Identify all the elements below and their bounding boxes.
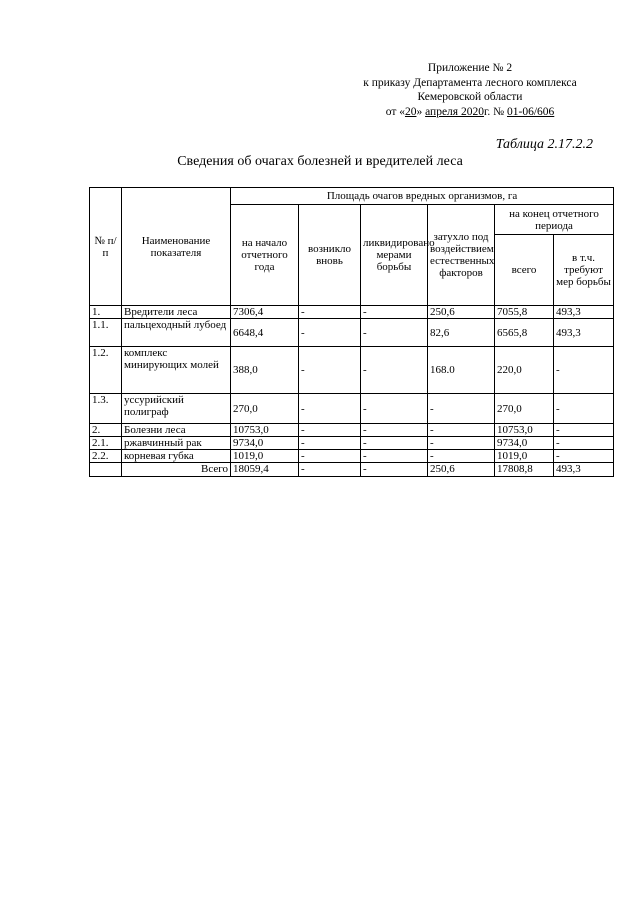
table-row: [90, 319, 614, 347]
header-new: возникло вновь: [299, 205, 361, 306]
cell-new: -: [299, 306, 361, 319]
cell-end-control: -: [554, 450, 614, 463]
table-row: [90, 347, 614, 394]
cell-name: корневая губка: [122, 450, 231, 463]
cell-liquidated: -: [361, 347, 428, 394]
cell-end-total: 7055,8: [495, 306, 554, 319]
cell-faded: -: [428, 450, 495, 463]
total-new: -: [299, 463, 361, 477]
data-table: [89, 187, 614, 477]
total-faded: 250,6: [428, 463, 495, 477]
cell-end-total: 9734,0: [495, 437, 554, 450]
cell-name: Болезни леса: [122, 424, 231, 437]
cell-faded: 82,6: [428, 319, 495, 347]
cell-liquidated: -: [361, 319, 428, 347]
cell-new: -: [299, 424, 361, 437]
cell-liquidated: -: [361, 437, 428, 450]
annex-date-mid: »: [416, 105, 426, 118]
header-end-control: в т.ч. требуют мер борьбы: [554, 235, 614, 306]
cell-new: -: [299, 437, 361, 450]
cell-end-control: -: [554, 424, 614, 437]
table-label: Таблица 2.17.2.2: [495, 137, 593, 152]
cell-liquidated: -: [361, 306, 428, 319]
annex-line-2: к приказу Департамента лесного комплекса: [363, 76, 577, 89]
cell-end-total: 220,0: [495, 347, 554, 394]
cell-faded: -: [428, 424, 495, 437]
cell-new: -: [299, 450, 361, 463]
cell-new: -: [299, 394, 361, 424]
cell-end-total: 1019,0: [495, 450, 554, 463]
table-row: [90, 394, 614, 424]
cell-start: 7306,4: [231, 306, 299, 319]
header-name: Наименование показателя: [122, 188, 231, 306]
cell-num: 1.3.: [90, 394, 122, 424]
header-row-1: [90, 188, 614, 205]
cell-end-control: -: [554, 347, 614, 394]
total-start: 18059,4: [231, 463, 299, 477]
table-row: [90, 306, 614, 319]
cell-start: 9734,0: [231, 437, 299, 450]
cell-new: -: [299, 347, 361, 394]
cell-end-control: -: [554, 437, 614, 450]
cell-end-control: 493,3: [554, 319, 614, 347]
table-row: [90, 424, 614, 437]
cell-liquidated: -: [361, 394, 428, 424]
cell-end-total: 270,0: [495, 394, 554, 424]
header-start: на начало отчетного года: [231, 205, 299, 306]
cell-start: 388,0: [231, 347, 299, 394]
annex-date-day: 20: [404, 105, 417, 118]
cell-liquidated: -: [361, 424, 428, 437]
header-liquidated: ликвидировано мерами борьбы: [361, 205, 428, 306]
cell-liquidated: -: [361, 450, 428, 463]
cell-start: 6648,4: [231, 319, 299, 347]
cell-new: -: [299, 319, 361, 347]
cell-name: Вредители леса: [122, 306, 231, 319]
cell-faded: 168.0: [428, 347, 495, 394]
total-end-control: 493,3: [554, 463, 614, 477]
cell-name: уссурийский полиграф: [122, 394, 231, 424]
cell-start: 10753,0: [231, 424, 299, 437]
annex-line-3: Кемеровской области: [417, 91, 523, 103]
total-label: Всего: [122, 463, 231, 477]
annex-block: [330, 61, 610, 119]
document-title: Сведения об очагах болезней и вредителей леса: [177, 154, 463, 169]
cell-end-control: -: [554, 394, 614, 424]
cell-start: 1019,0: [231, 450, 299, 463]
annex-line-4: [330, 105, 610, 120]
cell-name: пальцеходный лубоед: [122, 319, 231, 347]
total-end-total: 17808,8: [495, 463, 554, 477]
cell-end-total: 6565,8: [495, 319, 554, 347]
total-row: [90, 463, 614, 477]
cell-num: 1.1.: [90, 319, 122, 347]
table-row: [90, 437, 614, 450]
table-row: [90, 450, 614, 463]
cell-end-control: 493,3: [554, 306, 614, 319]
cell-faded: -: [428, 437, 495, 450]
cell-faded: -: [428, 394, 495, 424]
cell-end-total: 10753,0: [495, 424, 554, 437]
header-num: № п/п: [90, 188, 122, 306]
cell-num: 1.: [90, 306, 122, 319]
cell-faded: 250,6: [428, 306, 495, 319]
cell-num: 1.2.: [90, 347, 122, 394]
header-faded: затухло под воздействием естественных факторов: [428, 205, 495, 306]
cell-num: 2.2.: [90, 450, 122, 463]
cell-name: ржавчинный рак: [122, 437, 231, 450]
annex-order-number: 01-06/606: [507, 105, 555, 118]
annex-number-prefix: г. №: [483, 105, 507, 118]
cell-num-empty: [90, 463, 122, 477]
annex-date-month-year: апреля 2020: [425, 105, 484, 118]
header-area-group: Площадь очагов вредных организмов, га: [231, 188, 614, 205]
cell-start: 270,0: [231, 394, 299, 424]
header-end-group: на конец отчетного периода: [495, 205, 614, 235]
cell-name: комплекс минирующих молей: [122, 347, 231, 394]
header-end-total: всего: [495, 235, 554, 306]
annex-line-1: Приложение № 2: [427, 62, 513, 74]
total-liquidated: -: [361, 463, 428, 477]
annex-date-prefix: от «: [385, 105, 405, 118]
cell-num: 2.: [90, 424, 122, 437]
cell-num: 2.1.: [90, 437, 122, 450]
